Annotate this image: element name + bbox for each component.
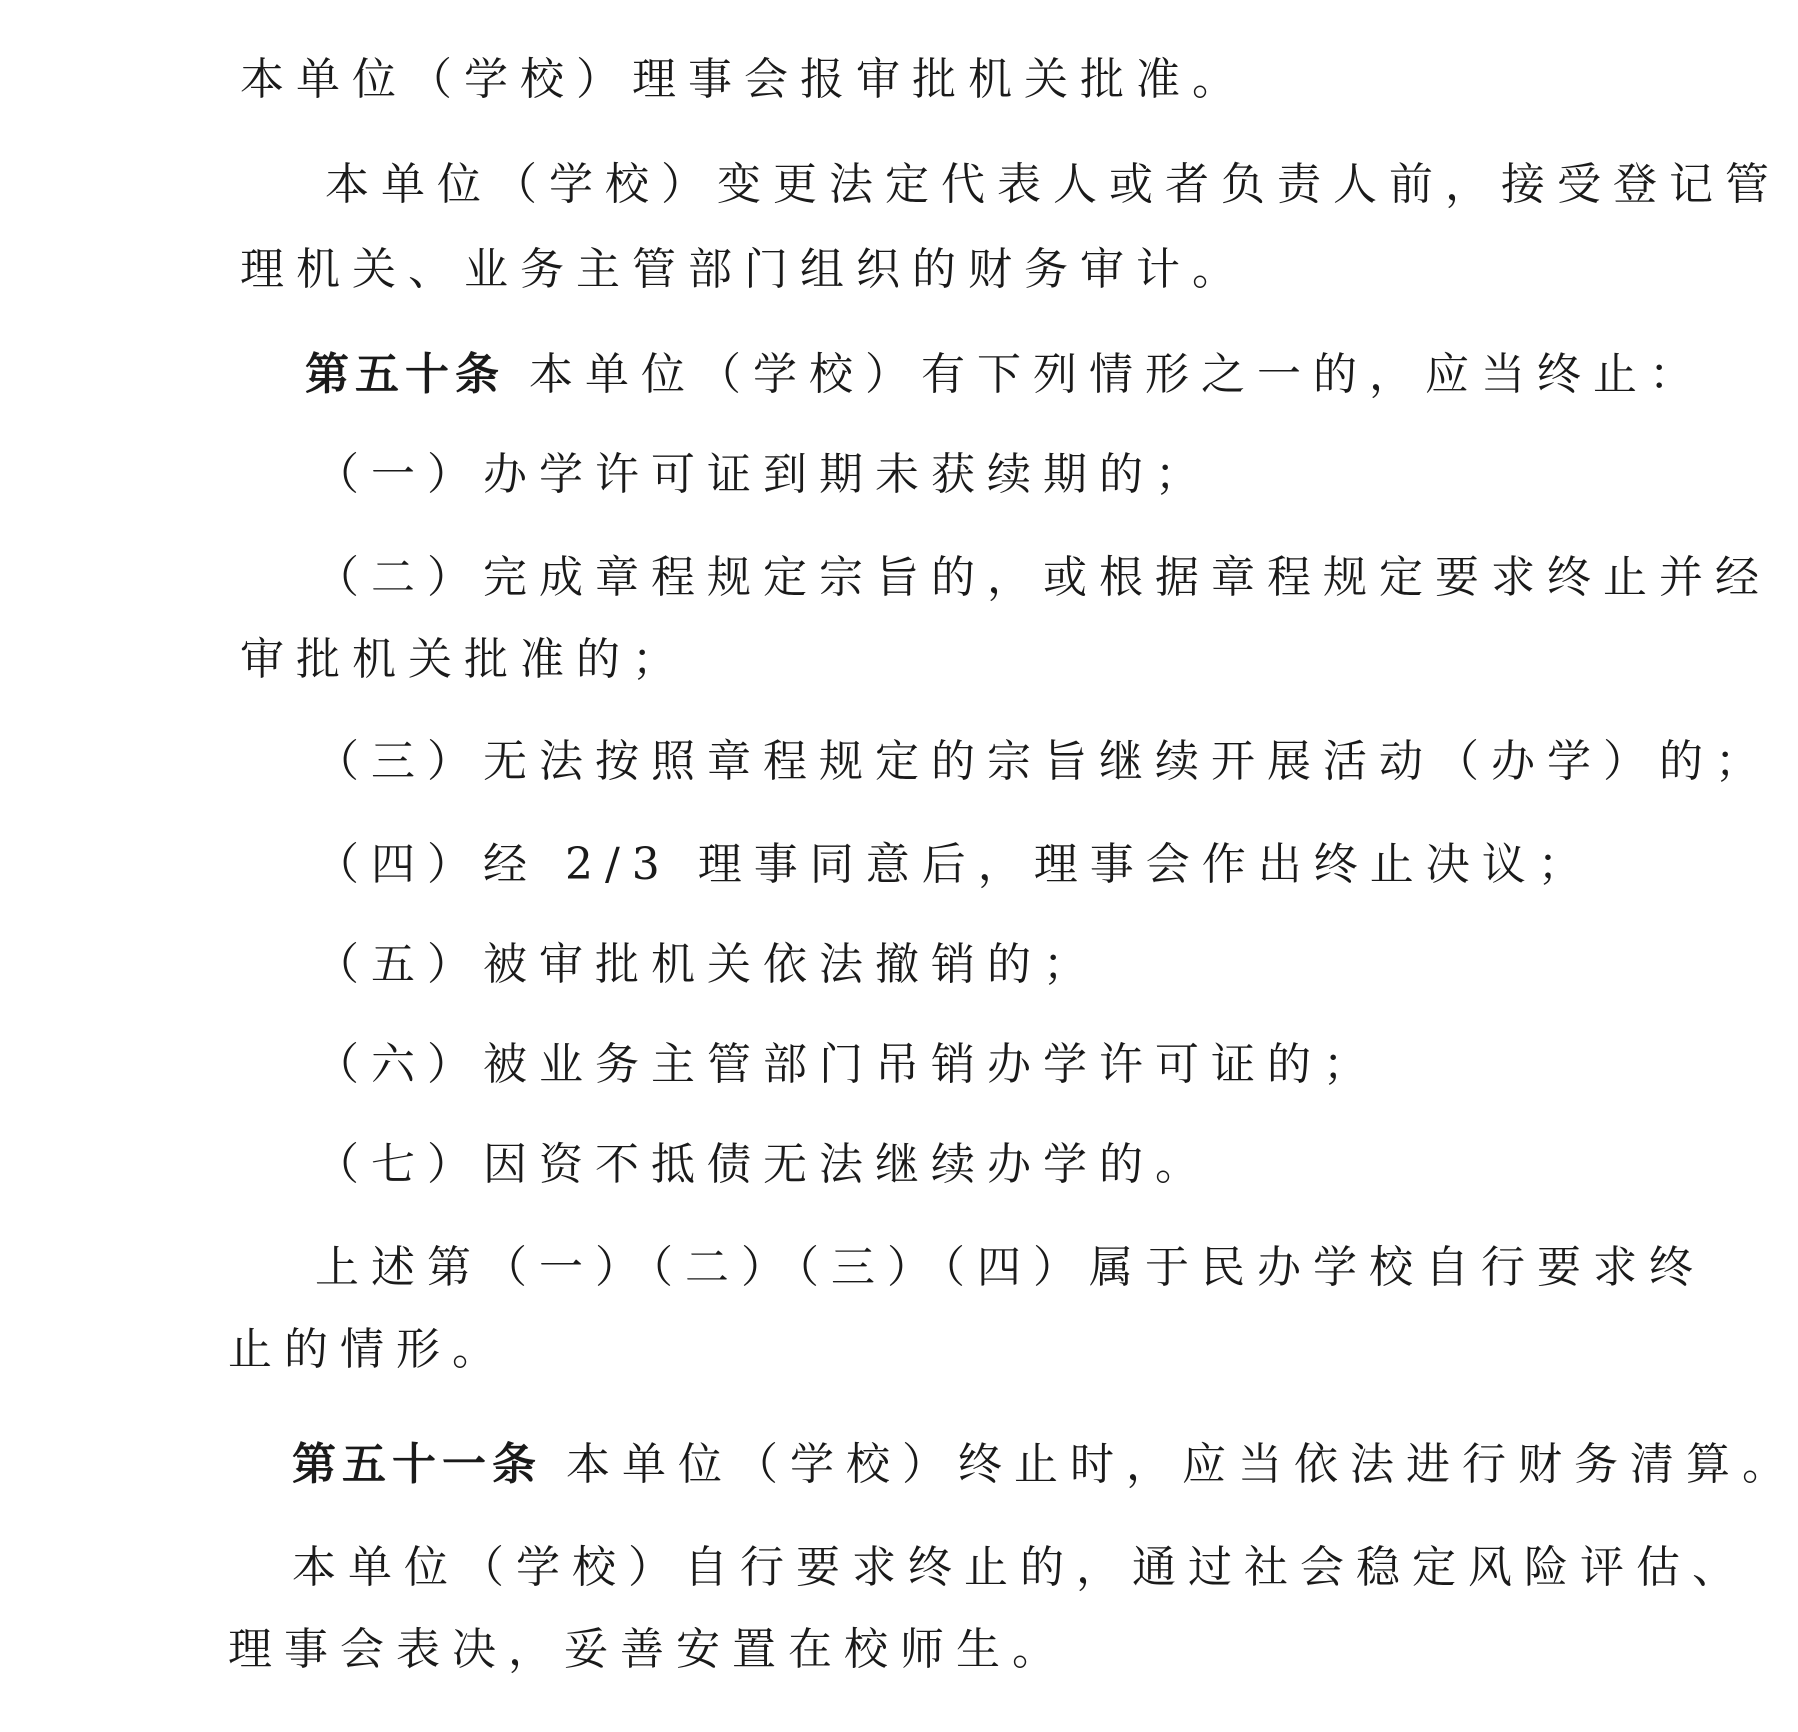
list-item-continuation: 审批机关批准的； (240, 634, 688, 685)
list-item: （一）办学许可证到期未获续期的； (315, 449, 1211, 500)
article-text: 本单位（学校）有下列情形之一的，应当终止： (529, 349, 1705, 400)
list-item: （七）因资不抵债无法继续办学的。 (315, 1139, 1211, 1190)
article-label: 第五十条 (305, 349, 505, 400)
article-51 (292, 1435, 1798, 1495)
paragraph-line: 本单位（学校）变更法定代表人或者负责人前，接受登记管 (325, 159, 1781, 210)
paragraph-line: 止的情形。 (228, 1324, 508, 1375)
list-item: （二）完成章程规定宗旨的，或根据章程规定要求终止并经 (315, 552, 1771, 603)
article-label: 第五十一条 (292, 1439, 542, 1490)
paragraph-line: 本单位（学校）自行要求终止的，通过社会稳定风险评估、 (292, 1542, 1748, 1593)
article-50 (305, 345, 1705, 405)
paragraph-continuation: 本单位（学校）理事会报审批机关批准。 (240, 54, 1248, 105)
article-text: 本单位（学校）终止时，应当依法进行财务清算。 (566, 1439, 1798, 1490)
paragraph-line: 理机关、业务主管部门组织的财务审计。 (240, 244, 1248, 295)
list-item: （五）被审批机关依法撤销的； (315, 939, 1099, 990)
list-item: （六）被业务主管部门吊销办学许可证的； (315, 1039, 1379, 1090)
list-item: （四）经 2/3 理事同意后，理事会作出终止决议； (315, 839, 1594, 890)
list-item: （三）无法按照章程规定的宗旨继续开展活动（办学）的； (315, 736, 1771, 787)
paragraph-line: 理事会表决，妥善安置在校师生。 (228, 1624, 1068, 1675)
paragraph-line: 上述第（一）（二）（三）（四）属于民办学校自行要求终 (315, 1242, 1705, 1293)
